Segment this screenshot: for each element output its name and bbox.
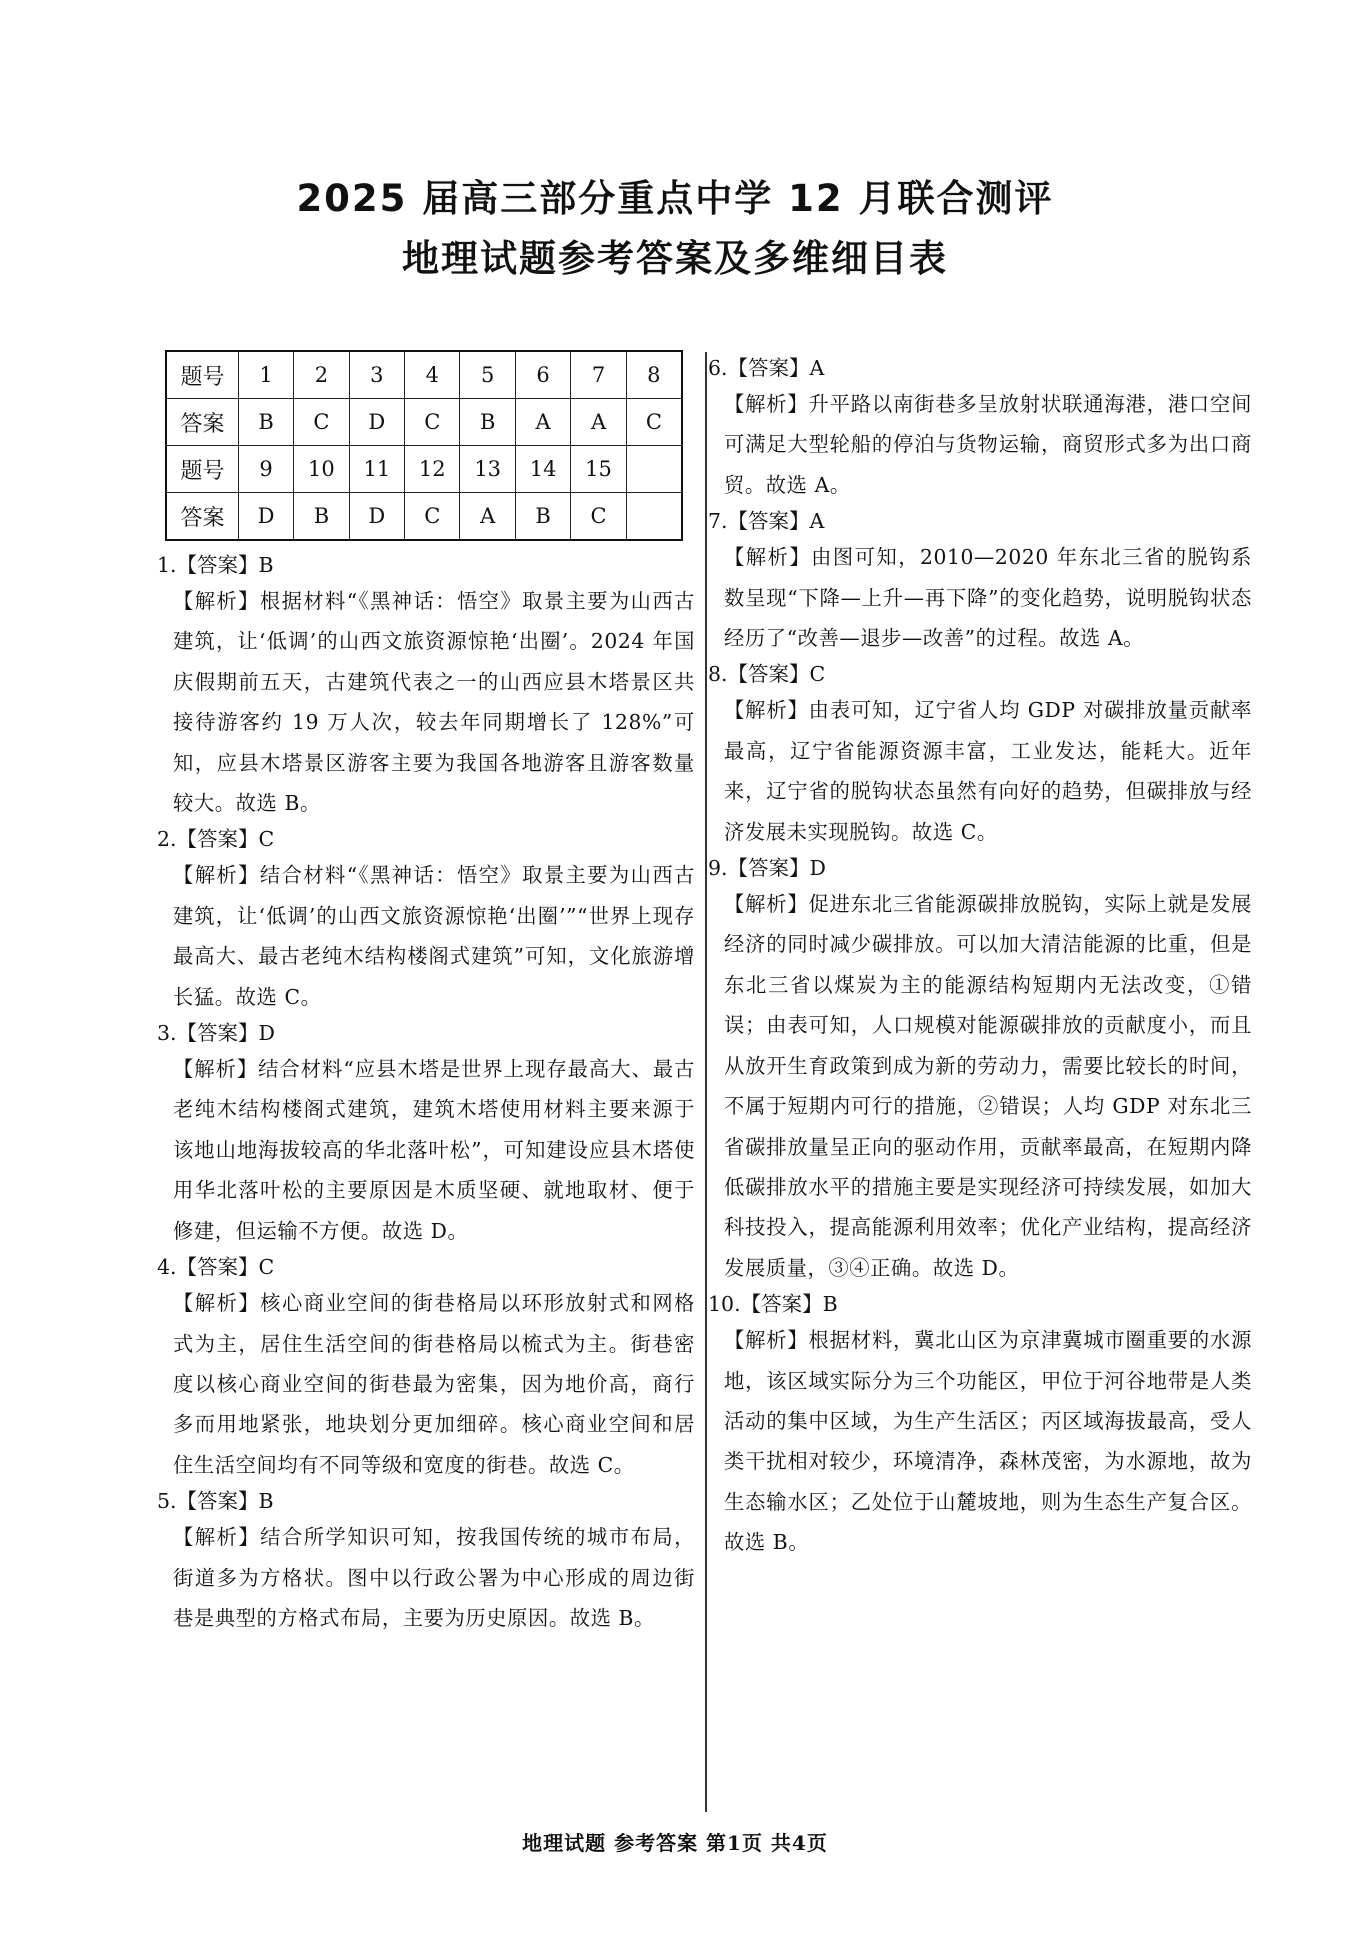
table-cell: D [349,399,404,446]
table-row [166,399,682,446]
question-5 [157,1485,695,1638]
right-column [708,352,1252,1563]
answer-heading: 2.【答案】C [157,827,275,852]
answer-heading: 9.【答案】D [708,856,826,881]
table-cell [626,493,682,541]
table-cell: 7 [571,351,626,399]
question-9 [708,852,1252,1288]
explanation: 【解析】结合材料“《黑神话：悟空》取景主要为山西古建筑，让‘低调’的山西文旅资源惊艳‘出圈’”“世界上现存最高大、最古老纯木结构楼阁式建筑”可知，文化旅游增长猛。故选 C。 [173,863,695,1009]
table-cell: 15 [571,446,626,493]
table-cell: C [571,493,626,541]
table-cell: B [515,493,570,541]
explanation: 【解析】根据材料，冀北山区为京津冀城市圈重要的水源地，该区域实际分为三个功能区，甲位于河谷地带是人类活动的集中区域，为生产生活区；丙区域海拔最高，受人类干扰相对较少，环境清净，森林茂密，为水源地，故为生态输水区；乙处位于山麓坡地，则为生态生产复合区。故选 B。 [724,1328,1252,1555]
table-cell: 题号 [166,351,238,399]
table-cell: 9 [238,446,293,493]
table-cell: C [405,399,460,446]
explanation: 【解析】结合所学知识可知，按我国传统的城市布局，街道多为方格状。图中以行政公署为中心形成的周边街巷是典型的方格式布局，主要为历史原因。故选 B。 [173,1525,695,1630]
answer-heading: 6.【答案】A [708,356,825,380]
table-row [166,493,682,541]
explanation: 【解析】核心商业空间的街巷格局以环形放射式和网格式为主，居住生活空间的街巷格局以梳式为主。街巷密度以核心商业空间的街巷最为密集，因为地价高，商行多而用地紧张，地块划分更加细碎。核心商业空间和居住生活空间均有不同等级和宽度的街巷。故选 C。 [173,1291,695,1477]
title-line-2: 地理试题参考答案及多维细目表 [402,237,948,280]
table-cell: B [238,399,293,446]
question-2 [157,823,695,1017]
question-8 [708,658,1252,852]
explanation: 【解析】促进东北三省能源碳排放脱钩，实际上就是发展经济的同时减少碳排放。可以加大清洁能源的比重，但是东北三省以煤炭为主的能源结构短期内无法改变，①错误；由表可知，人口规模对能源碳排放的贡献度小，而且从放开生育政策到成为新的劳动力，需要比较长的时间，不属于短期内可行的措施，②错误；人均 GDP 对东北三省碳排放量呈正向的驱动作用，贡献率最高，在短期内降低碳排放水平的措施主要是实现经济可持续发展，如加大科技投入，提高能源利用效率；优化产业结构，提高经济发展质量，③④正确。故选 D。 [724,892,1252,1280]
table-cell: D [349,493,404,541]
table-row [166,446,682,493]
table-cell: 2 [294,351,349,399]
table-cell: 答案 [166,493,238,541]
explanation: 【解析】由图可知，2010—2020 年东北三省的脱钩系数呈现“下降—上升—再下降”的变化趋势，说明脱钩状态经历了“改善—退步—改善”的过程。故选 A。 [724,545,1252,651]
table-cell: A [460,493,515,541]
table-cell: 1 [238,351,293,399]
table-cell: 13 [460,446,515,493]
table-cell: 答案 [166,399,238,446]
table-cell: 12 [405,446,460,493]
question-10 [708,1288,1252,1562]
answer-heading: 4.【答案】C [157,1255,275,1280]
table-cell: D [238,493,293,541]
table-cell: 5 [460,351,515,399]
answer-table [165,350,683,541]
column-divider [705,352,707,1812]
table-cell: C [294,399,349,446]
question-7 [708,505,1252,658]
answer-heading: 3.【答案】D [157,1021,275,1046]
table-cell: 3 [349,351,404,399]
question-4 [157,1251,695,1485]
table-cell: B [460,399,515,446]
explanation: 【解析】结合材料“应县木塔是世界上现存最高大、最古老纯木结构楼阁式建筑，建筑木塔使用材料主要来源于该地山地海拔较高的华北落叶松”，可知建设应县木塔使用华北落叶松的主要原因是木质坚硬、就地取材、便于修建，但运输不方便。故选 D。 [173,1057,695,1243]
explanation: 【解析】根据材料“《黑神话：悟空》取景主要为山西古建筑，让‘低调’的山西文旅资源惊艳‘出圈’。2024 年国庆假期前五天，古建筑代表之一的山西应县木塔景区共接待游客约 19 万人次，较去年同期增长了 128%”可知，应县木塔景区游客主要为我国各地游客且游客数量较大。故选 B。 [173,589,695,816]
answer-heading: 1.【答案】B [157,553,274,577]
table-cell: 10 [294,446,349,493]
answer-heading: 7.【答案】A [708,509,825,534]
table-cell: 4 [405,351,460,399]
question-6 [708,352,1252,505]
table-cell: 14 [515,446,570,493]
answer-heading: 8.【答案】C [708,662,826,687]
answer-heading: 5.【答案】B [157,1489,274,1514]
table-cell: 8 [626,351,682,399]
left-column [157,350,695,1638]
title-line-1: 2025 届高三部分重点中学 12 月联合测评 [296,177,1054,220]
table-cell: 11 [349,446,404,493]
table-cell: B [294,493,349,541]
table-row [166,351,682,399]
table-cell: 6 [515,351,570,399]
page-footer: 地理试题 参考答案 第1页 共4页 [522,1831,828,1855]
table-cell: A [571,399,626,446]
table-cell [626,446,682,493]
explanation: 【解析】由表可知，辽宁省人均 GDP 对碳排放量贡献率最高，辽宁省能源资源丰富，工业发达，能耗大。近年来，辽宁省的脱钩状态虽然有向好的趋势，但碳排放与经济发展未实现脱钩。故选 C。 [724,698,1252,844]
table-cell: C [626,399,682,446]
answer-heading: 10.【答案】B [708,1292,838,1317]
table-cell: C [405,493,460,541]
question-1 [157,549,695,823]
table-cell: 题号 [166,446,238,493]
table-cell: A [515,399,570,446]
explanation: 【解析】升平路以南街巷多呈放射状联通海港，港口空间可满足大型轮船的停泊与货物运输，商贸形式多为出口商贸。故选 A。 [724,392,1252,497]
question-3 [157,1017,695,1251]
